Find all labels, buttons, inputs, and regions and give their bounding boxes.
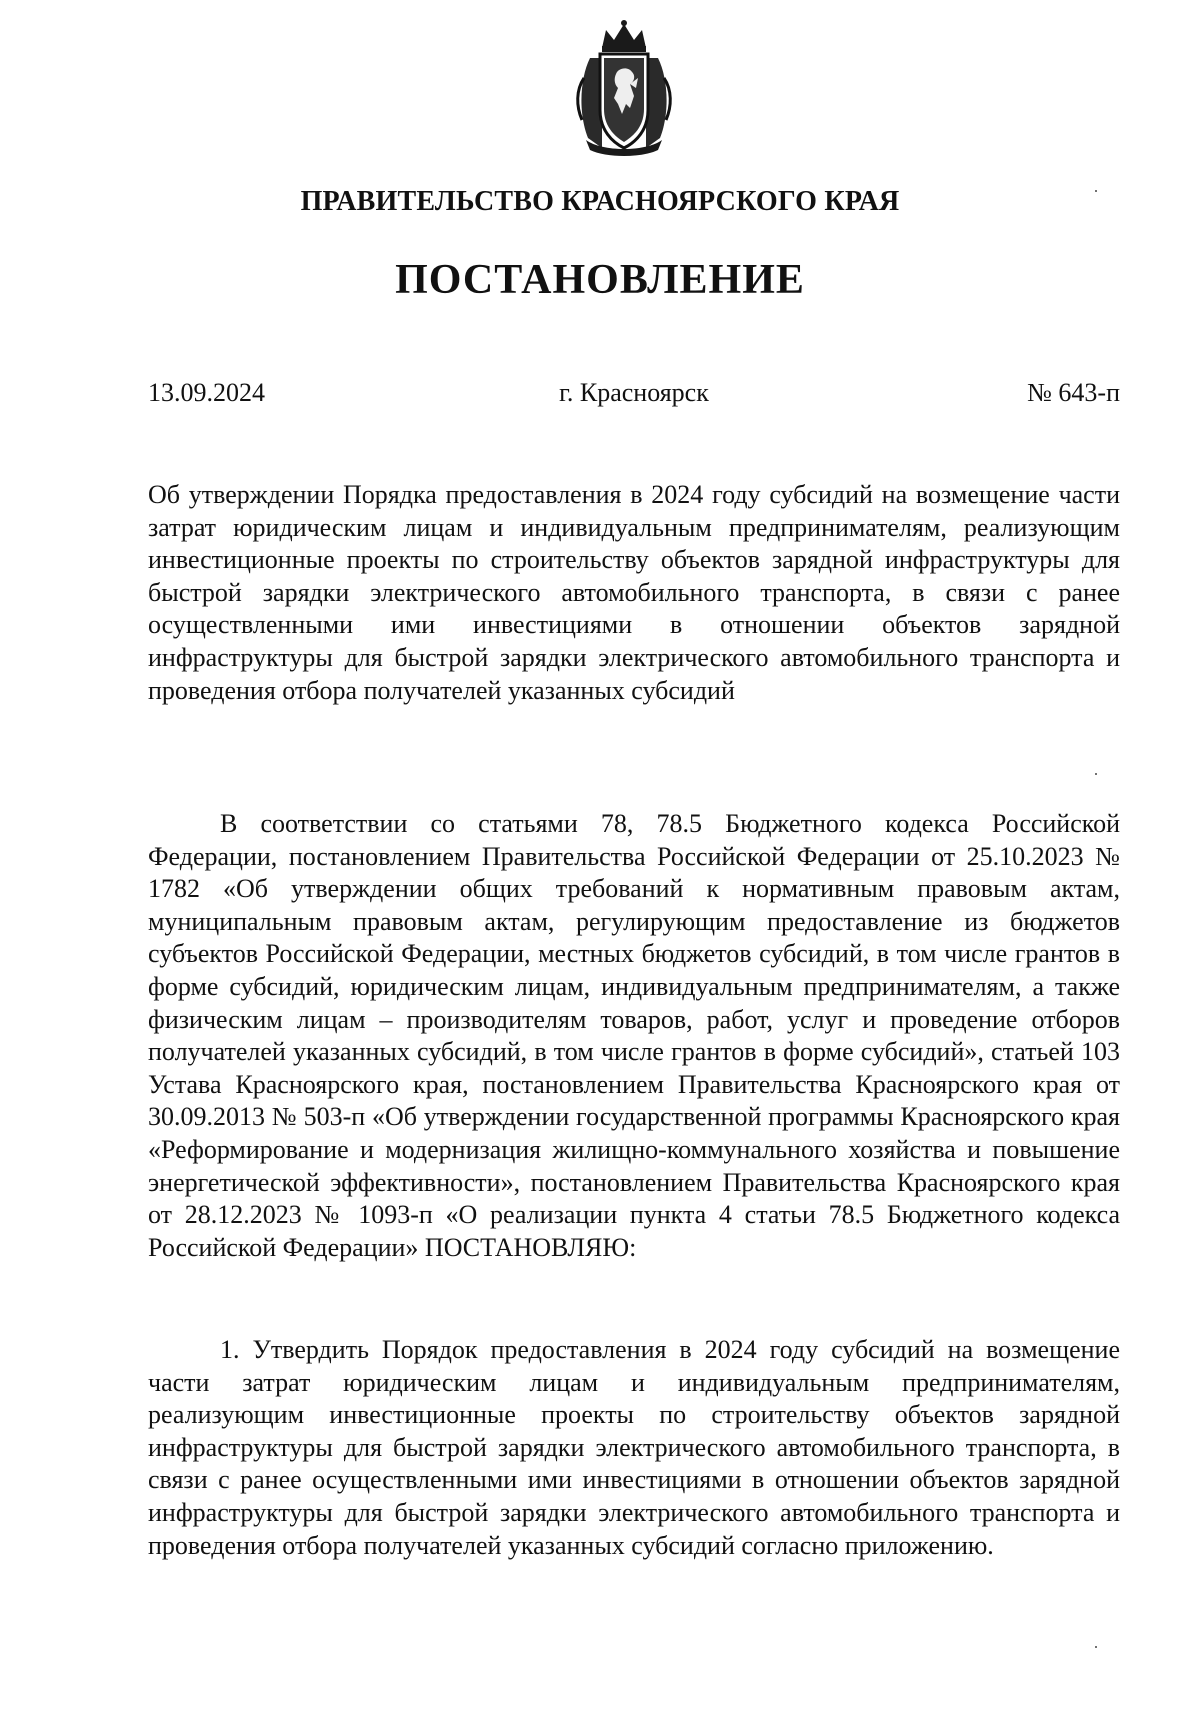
scan-speck	[1095, 190, 1097, 192]
scan-speck	[1095, 1646, 1097, 1648]
document-item-1: 1. Утвердить Порядок предоставления в 2024 году субсидий на возмещение части затрат юридическим лицам и индивидуальным предпринимателям, реализующим инвестиционные проекты по строительству объектов зарядной инфраструктуры для быстрой зарядки электрического автомобильного транспорта, в связи с ранее осуществленными ими инвестициями в отношении объектов зарядной инфраструктуры для быстрой зарядки электрического автомобильного транспорта и проведения отбора получателей указанных субсидий согласно приложению.	[148, 1335, 1120, 1560]
organization-title: ПРАВИТЕЛЬСТВО КРАСНОЯРСКОГО КРАЯ	[300, 186, 900, 217]
document-number: № 643-п	[1027, 378, 1120, 407]
document-subject: Об утверждении Порядка предоставления в 2024 году субсидий на возмещение части затрат юридическим лицам и индивидуальным предпринимателям, реализующим инвестиционные проекты по строительству объектов зарядной инфраструктуры для быстрой зарядки электрического автомобильного транспорта, в связи с ранее осуществленными ими инвестициями в отношении объектов зарядной инфраструктуры для быстрой зарядки электрического автомобильного транспорта и проведения отбора получателей указанных субсидий	[148, 480, 1120, 705]
scan-speck	[1095, 773, 1097, 775]
preamble-paragraph: В соответствии со статьями 78, 78.5 Бюджетного кодекса Российской Федерации, постановлением Правительства Российской Федерации от 25.10.2023 № 1782 «Об утверждении общих требований к нормативным правовым актам, муниципальным правовым актам, регулирующим предоставление из бюджетов субъектов Российской Федерации, местных бюджетов субсидий, в том числе грантов в форме субсидий, юридическим лицам, индивидуальным предпринимателям, а также физическим лицам – производителям товаров, работ, услуг и проведение отборов получателей указанных субсидий, в том числе грантов в форме субсидий», статьей 103 Устава Красноярского края, постановлением Правительства Красноярского края от 30.09.2013 № 503-п «Об утверждении государственной программы Красноярского края «Реформирование и модернизация жилищно-коммунального хозяйства и повышение энергетической эффективности», постановлением Правительства Красноярского края от 28.12.2023 № 1093-п «О реализации пункта 4 статьи 78.5 Бюджетного кодекса Российской Федерации» ПОСТАНОВЛЯЮ:	[148, 809, 1120, 1262]
document-type-title: ПОСТАНОВЛЕНИЕ	[395, 257, 805, 303]
document-preamble	[148, 808, 1120, 1264]
document-city: г. Красноярск	[559, 378, 709, 407]
krasnoyarsk-coat-of-arms-icon	[572, 18, 676, 156]
document-meta-row	[148, 378, 1120, 412]
document-date: 13.09.2024	[148, 378, 265, 407]
